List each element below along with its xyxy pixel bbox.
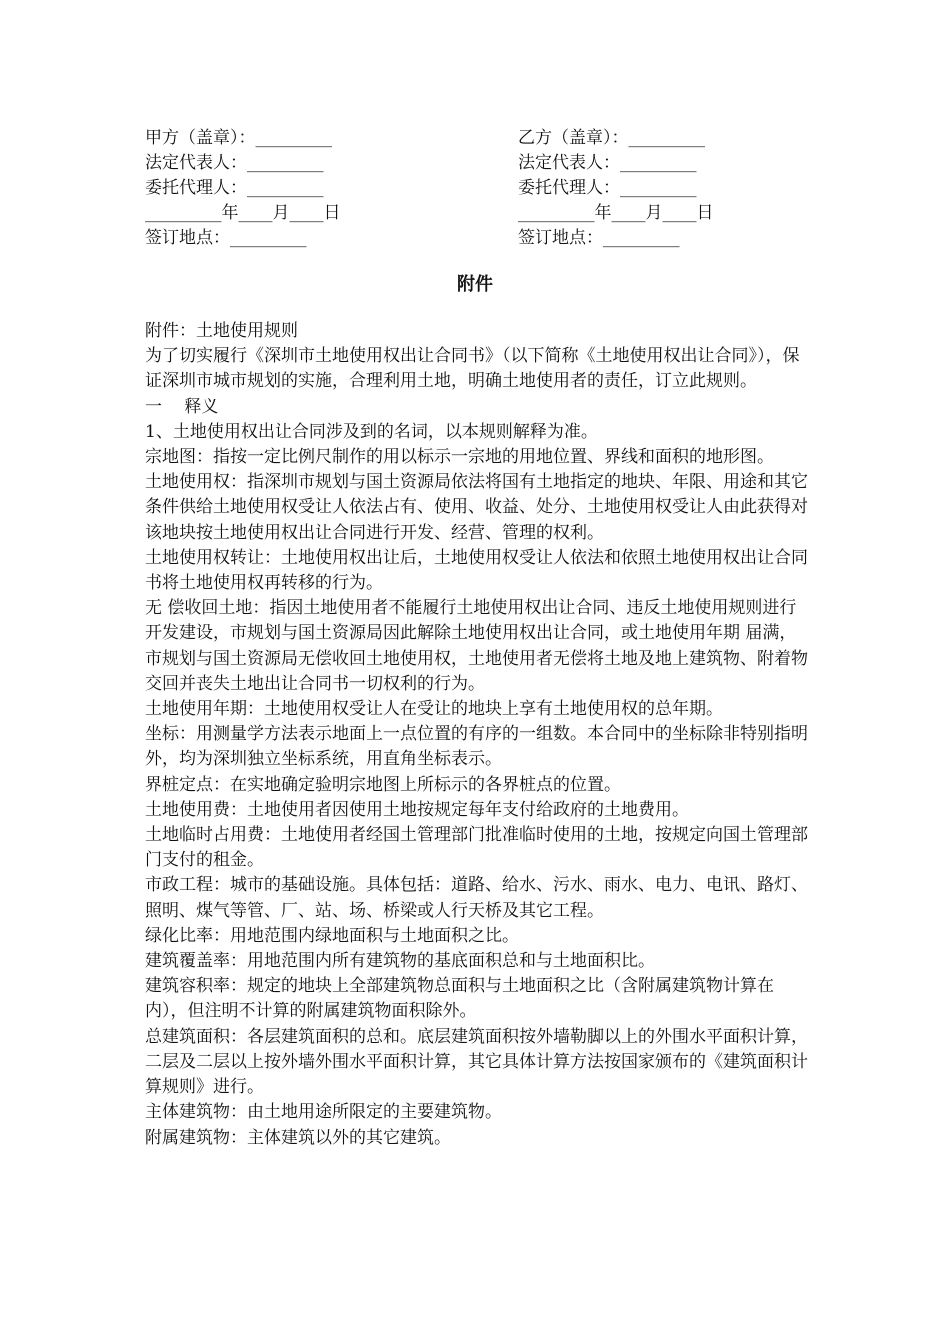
- definition-main-building: 主体建筑物：由土地用途所限定的主要建筑物。: [145, 1102, 502, 1123]
- paragraph-appendix-heading: 附件：土地使用规则: [145, 321, 298, 341]
- definition-land-use-term: 土地使用年期：土地使用权受让人在受让的地块上享有土地使用权的总年期。: [145, 699, 723, 720]
- party-a-seal-line: 甲方（盖章）：_________: [145, 128, 332, 148]
- section-heading-definitions: 一 释义: [145, 396, 219, 417]
- definition-greening-ratio: 绿化比率：用地范围内绿地面积与土地面积之比。: [145, 925, 519, 946]
- definition-uncompensated-recovery: 无 偿收回土地：指因土地使用者不能履行土地使用权出让合同、违反土地使用规则进行开发建设，市规划与国土资源局因此解除土地使用权出让合同，或土地使用年期 届满，市规划与国土资源局无偿收回土地使用权，土地使用者无偿将土地及地上建筑物、附着物交回并丧失土地出让合同书一切权利的行为。: [145, 598, 808, 694]
- party-a-agent-line: 委托代理人：_________: [145, 178, 324, 198]
- definition-land-use-fee: 土地使用费：土地使用者因使用土地按规定每年支付给政府的土地费用。: [145, 799, 689, 820]
- definition-boundary-stakes: 界桩定点：在实地确定验明宗地图上所标示的各界桩点的位置。: [145, 774, 621, 795]
- party-b-seal-line: 乙方（盖章）：_________: [518, 128, 705, 148]
- party-b-agent-line: 委托代理人：_________: [518, 178, 697, 198]
- definition-building-coverage: 建筑覆盖率：用地范围内所有建筑物的基底面积总和与土地面积比。: [145, 951, 655, 972]
- signature-block-party-b: [518, 126, 878, 251]
- definition-transfer: 土地使用权转让：土地使用权出让后，土地使用权受让人依法和依照土地使用权出让合同书将土地使用权再转移的行为。: [145, 547, 808, 594]
- appendix-body: [145, 319, 813, 1151]
- definition-parcel-map: 宗地图：指按一定比例尺制作的用以标示一宗地的用地位置、界线和面积的地形图。: [145, 447, 774, 468]
- definition-ancillary-building: 附属建筑物：主体建筑以外的其它建筑。: [145, 1127, 451, 1148]
- party-b-date-line: _________年____月____日: [518, 203, 714, 223]
- appendix-title: 附件: [457, 274, 493, 295]
- definition-coordinates: 坐标：用测量学方法表示地面上一点位置的有序的一组数。本合同中的坐标除非特别指明外，均为深圳独立坐标系统，用直角坐标表示。: [145, 724, 808, 770]
- definition-total-floor-area: 总建筑面积：各层建筑面积的总和。底层建筑面积按外墙勒脚以上的外围水平面积计算，二层及二层以上按外墙外围水平面积计算，其它具体计算方法按国家颁布的《建筑面积计算规则》进行。: [145, 1026, 808, 1098]
- paragraph-intro: 为了切实履行《深圳市土地使用权出让合同书》（以下简称《土地使用权出让合同》），保证深圳市城市规划的实施，合理利用土地，明确土地使用者的责任，订立此规则。: [145, 346, 800, 392]
- party-b-place-line: 签订地点：_________: [518, 228, 680, 248]
- party-b-legal-rep-line: 法定代表人：_________: [518, 153, 697, 173]
- party-a-date-line: _________年____月____日: [145, 203, 341, 223]
- party-a-legal-rep-line: 法定代表人：_________: [145, 153, 324, 173]
- definition-temporary-occupancy-fee: 土地临时占用费：土地使用者经国土管理部门批准临时使用的土地，按规定向国土管理部门支付的租金。: [145, 825, 808, 871]
- signature-block-party-a: [145, 126, 505, 251]
- party-a-place-line: 签订地点：_________: [145, 228, 307, 248]
- definition-municipal-works: 市政工程：城市的基础设施。具体包括：道路、给水、污水、雨水、电力、电讯、路灯、照明、煤气等管、厂、站、场、桥梁或人行天桥及其它工程。: [145, 875, 808, 921]
- definition-land-use-right: 土地使用权：指深圳市规划与国土资源局依法将国有土地指定的地块、年限、用途和其它条件供给土地使用权受让人依法占有、使用、收益、处分、土地使用权受让人由此获得对该地块按土地使用权出让合同进行开发、经营、管理的权利。: [145, 472, 808, 543]
- paragraph-clause-1: 1、土地使用权出让合同涉及到的名词，以本规则解释为准。: [145, 421, 598, 442]
- definition-floor-area-ratio: 建筑容积率：规定的地块上全部建筑物总面积与土地面积之比（含附属建筑物计算在内），但注明不计算的附属建筑物面积除外。: [145, 976, 774, 1022]
